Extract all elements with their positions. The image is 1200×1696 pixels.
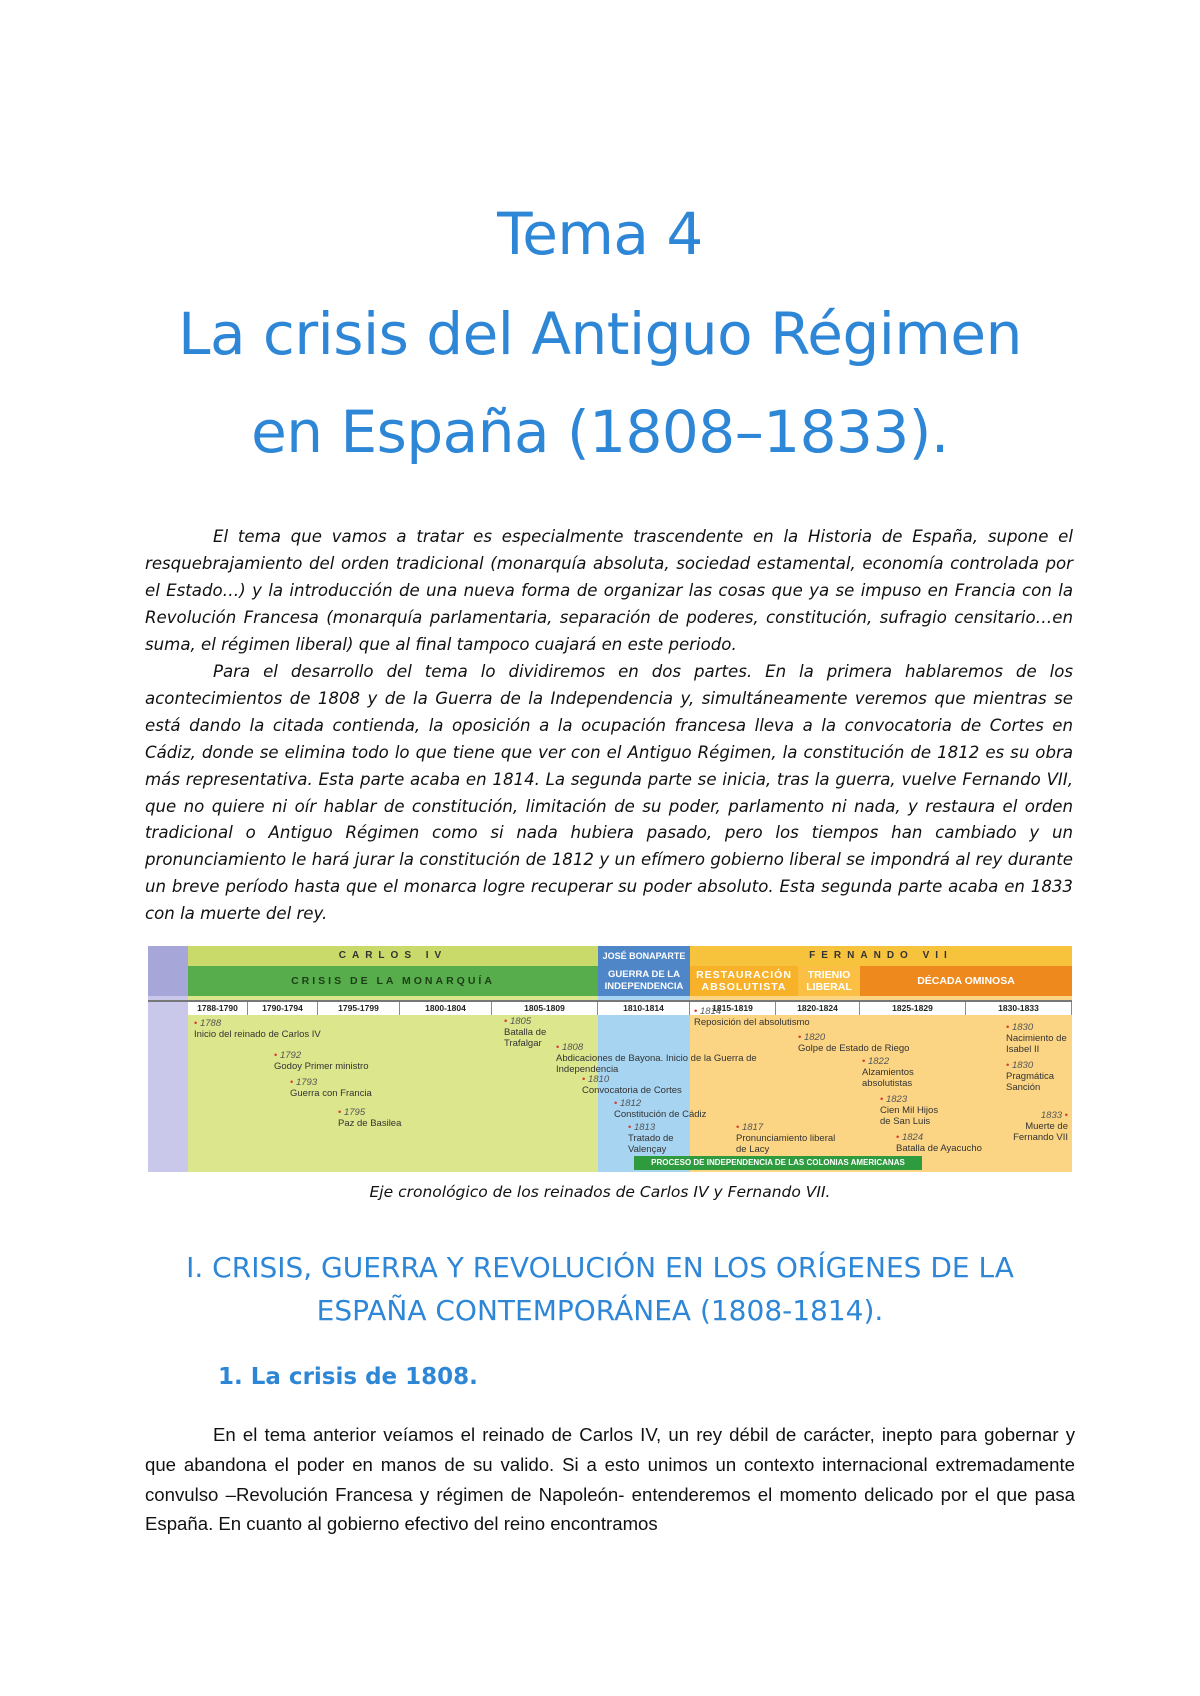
event-year: 1813: [633, 1122, 656, 1133]
event-text: Godoy Primer ministro: [274, 1061, 369, 1072]
reign-jose: JOSÉ BONAPARTE: [598, 946, 690, 966]
title-line-3: en España (1808–1833).: [251, 398, 949, 466]
event-year: 1822: [867, 1056, 890, 1067]
event-1788: • 1788 Inicio del reinado de Carlos IV: [194, 1018, 321, 1040]
timeline-margin-head: [148, 946, 188, 996]
event-text: Muerte de Fernando VII: [1013, 1121, 1068, 1143]
year-label: 1820-1824: [776, 1002, 860, 1015]
event-1824: • 1824 Batalla de Ayacucho: [896, 1132, 982, 1154]
period-restauracion: RESTAURACIÓN ABSOLUTISTA: [690, 966, 798, 996]
event-1792: • 1792 Godoy Primer ministro: [274, 1050, 369, 1072]
event-1820: • 1820 Golpe de Estado de Riego: [798, 1032, 910, 1054]
event-text: Pronunciamiento liberal de Lacy: [736, 1133, 836, 1155]
section-heading-line-2: ESPAÑA CONTEMPORÁNEA (1808-1814).: [316, 1294, 884, 1327]
event-text: Convocatoria de Cortes: [582, 1085, 682, 1096]
event-text: Paz de Basilea: [338, 1118, 402, 1129]
event-year: 1820: [803, 1032, 826, 1043]
colonial-independence-band: PROCESO DE INDEPENDENCIA DE LAS COLONIAS AMERICANAS: [634, 1156, 922, 1170]
event-year: 1817: [741, 1122, 764, 1133]
event-text: Cien Mil Hijos de San Luis: [880, 1105, 939, 1127]
event-year: 1795: [343, 1107, 366, 1118]
period-decada: DÉCADA OMINOSA: [860, 966, 1072, 996]
event-year: 1788: [199, 1018, 222, 1029]
event-text: Batalla de Ayacucho: [896, 1143, 982, 1154]
section-heading-line-1: I. CRISIS, GUERRA Y REVOLUCIÓN EN LOS ORÍGENES DE LA: [186, 1251, 1014, 1284]
intro-paragraph-2: Para el desarrollo del tema lo dividiremos en dos partes. En la primera hablaremos de los acontecimientos de 1808 y de la Guerra de la Independencia y, simultáneamente veremos que mientras se está dando la citada contienda, la oposición a la ocupación francesa lleva a la convocatoria de Cortes en Cádiz, donde se elimina todo lo que tiene que ver con el Antiguo Régimen, la constitución de 1812 es su obra más representativa. Esta parte acaba en 1814. La segunda parte se inicia, tras la guerra, vuelve Fernando VII, que no quiere ni oír hablar de constitución, limitación de su poder, parlamento ni nada, y restaura el orden tradicional o Antiguo Régimen como si nada hubiera pasado, pero los tiempos han cambiado y un pronunciamiento le hará jurar la constitución de 1812 y un efímero gobierno liberal se impondrá al rey durante un breve período hasta que el monarca logre recuperar su poder absoluto. Esta segunda parte acaba en 1833 con la muerte del rey.: [145, 662, 1073, 924]
period-trienio: TRIENIO LIBERAL: [798, 966, 860, 996]
event-year: 1812: [619, 1098, 642, 1109]
event-year: 1823: [885, 1094, 908, 1105]
title-line-1: Tema 4: [497, 200, 703, 268]
event-text: Nacimiento de Isabel II: [1006, 1033, 1067, 1055]
year-label: 1815-1819: [690, 1002, 776, 1015]
event-text: Alzamientos absolutistas: [862, 1067, 914, 1089]
event-year: 1808: [561, 1042, 584, 1053]
reign-carlos: CARLOS IV: [188, 946, 598, 966]
event-1817: • 1817 Pronunciamiento liberal de Lacy: [736, 1122, 836, 1155]
event-year: 1824: [901, 1132, 924, 1143]
event-text: Tratado de Valençay: [628, 1133, 674, 1155]
year-label: 1810-1814: [598, 1002, 690, 1015]
event-text: Guerra con Francia: [290, 1088, 372, 1099]
timeline-figure: [148, 946, 1072, 1172]
subsection-heading: 1. La crisis de 1808.: [218, 1364, 478, 1390]
reign-fernando: FERNANDO VII: [690, 946, 1072, 966]
event-1793: • 1793 Guerra con Francia: [290, 1077, 372, 1099]
year-label: 1795-1799: [318, 1002, 400, 1015]
event-1808: • 1808 Abdicaciones de Bayona. Inicio de la Guerra de Independencia: [556, 1042, 757, 1075]
event-text: Pragmática Sanción: [1006, 1071, 1055, 1093]
body-paragraph: En el tema anterior veíamos el reinado de Carlos IV, un rey débil de carácter, inepto para gobernar y que abandona el poder en manos de su valido. Si a esto unimos un contexto internacional extremadamente convulso –Revolución Francesa y régimen de Napoleón- entenderemos el momento delicado por el que pasa España. En cuanto al gobierno efectivo del reino encontramos: [145, 1424, 1075, 1535]
event-1823: • 1823 Cien Mil Hijos de San Luis: [880, 1094, 939, 1127]
period-guerra: GUERRA DE LA INDEPENDENCIA: [598, 966, 690, 996]
event-year: 1833: [1040, 1110, 1063, 1121]
event-year: 1805: [509, 1016, 532, 1027]
event-text: Reposición del absolutismo: [694, 1017, 810, 1028]
event-year: 1814: [699, 1006, 722, 1017]
event-1830-isabel: • 1830 Nacimiento de Isabel II: [1006, 1022, 1067, 1055]
event-1810: • 1810 Convocatoria de Cortes: [582, 1074, 682, 1096]
event-1795: • 1795 Paz de Basilea: [338, 1107, 402, 1129]
event-year: 1830: [1011, 1060, 1034, 1071]
event-1830-pragmatica: • 1830 Pragmática Sanción: [1006, 1060, 1055, 1093]
year-label: 1788-1790: [188, 1002, 248, 1015]
year-label: 1805-1809: [492, 1002, 598, 1015]
title-line-2: La crisis del Antiguo Régimen: [178, 300, 1022, 368]
event-text: Batalla de Trafalgar: [504, 1027, 547, 1049]
event-text: Golpe de Estado de Riego: [798, 1043, 910, 1054]
event-text: Abdicaciones de Bayona. Inicio de la Guerra de Independencia: [556, 1053, 757, 1075]
figure-caption: Eje cronológico de los reinados de Carlos IV y Fernando VII.: [369, 1183, 831, 1201]
event-1833: 1833 • Muerte de Fernando VII: [1013, 1110, 1068, 1143]
year-label: 1825-1829: [860, 1002, 966, 1015]
period-crisis: CRISIS DE LA MONARQUÍA: [188, 966, 598, 996]
event-1813: • 1813 Tratado de Valençay: [628, 1122, 674, 1155]
event-1812: • 1812 Constitución de Cádiz: [614, 1098, 707, 1120]
event-year: 1830: [1011, 1022, 1034, 1033]
event-year: 1792: [279, 1050, 302, 1061]
event-1805: • 1805 Batalla de Trafalgar: [504, 1016, 547, 1049]
event-text: Constitución de Cádiz: [614, 1109, 707, 1120]
year-label: 1830-1833: [966, 1002, 1072, 1015]
event-text: Inicio del reinado de Carlos IV: [194, 1029, 321, 1040]
event-1822: • 1822 Alzamientos absolutistas: [862, 1056, 914, 1089]
event-year: 1793: [295, 1077, 318, 1088]
year-label: 1790-1794: [248, 1002, 318, 1015]
intro-paragraph-1: El tema que vamos a tratar es especialmente trascendente en la Historia de España, supone el resquebrajamiento del orden tradicional (monarquía absoluta, sociedad estamental, economía controlada por el Estado…) y la introducción de una nueva forma de organizar las cosas que ya se impuso en Francia con la Revolución Francesa (monarquía parlamentaria, separación de poderes, constitución, sufragio censitario…en suma, el régimen liberal) que al final tampoco cuajará en este periodo.: [145, 527, 1073, 654]
year-label: 1800-1804: [400, 1002, 492, 1015]
event-year: 1810: [587, 1074, 610, 1085]
event-1814: • 1814 Reposición del absolutismo: [694, 1006, 810, 1028]
